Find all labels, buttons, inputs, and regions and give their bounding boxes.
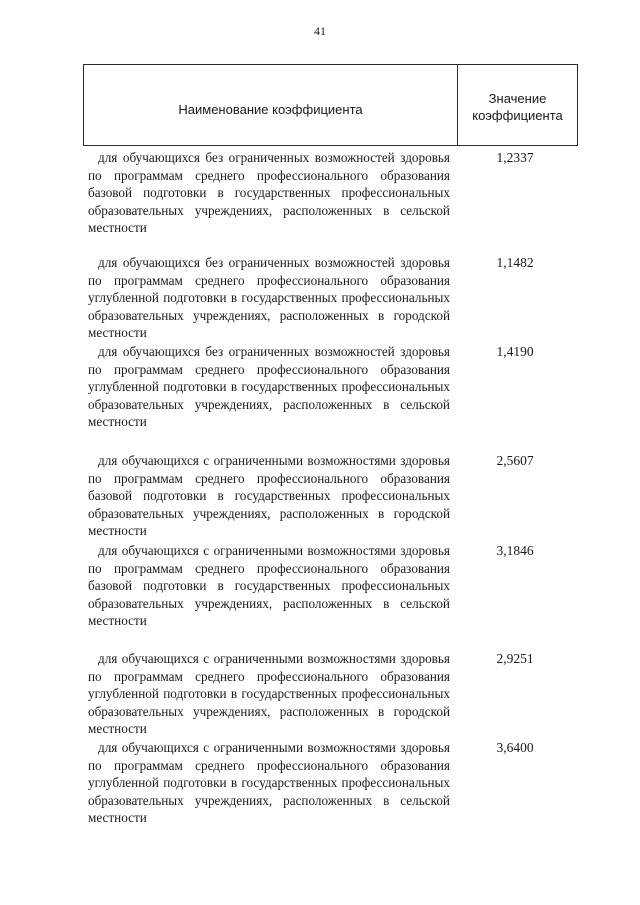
coefficient-value: 3,6400 [496, 740, 534, 755]
table-header [83, 64, 578, 146]
header-value-line2: коэффициента [472, 108, 563, 123]
page-number: 41 [314, 24, 326, 38]
coefficient-description: для обучающихся с ограниченными возможностями здоровья по программам среднего профессионального образования углубленной подготовки в государственных профессиональных образовательных учреждениях, расположенных в городской местности [88, 651, 450, 737]
coefficient-description: для обучающихся без ограниченных возможностей здоровья по программам среднего профессионального образования углубленной подготовки в государственных профессиональных образовательных учреждениях, расположенных в сельской местности [88, 344, 450, 430]
coefficient-description: для обучающихся с ограниченными возможностями здоровья по программам среднего профессионального образования углубленной подготовки в государственных профессиональных образовательных учреждениях, расположенных в сельской местности [88, 740, 450, 826]
coefficient-value: 1,2337 [496, 150, 534, 165]
header-coefficient-name: Наименование коэффициента [84, 65, 458, 145]
coefficient-value: 1,1482 [496, 255, 534, 270]
coefficient-value: 2,9251 [496, 651, 534, 666]
coefficient-value: 1,4190 [496, 344, 534, 359]
header-value-line1: Значение [488, 91, 547, 106]
coefficient-value: 3,1846 [496, 543, 534, 558]
header-coefficient-value [458, 65, 577, 145]
coefficient-description: для обучающихся с ограниченными возможностями здоровья по программам среднего профессионального образования базовой подготовки в государственных профессиональных образовательных учреждениях, расположенных в сельской местности [88, 543, 450, 629]
coefficient-value: 2,5607 [496, 453, 534, 468]
coefficient-description: для обучающихся с ограниченными возможностями здоровья по программам среднего профессионального образования базовой подготовки в государственных профессиональных образовательных учреждениях, расположенных в городской местности [88, 453, 450, 539]
coefficient-description: для обучающихся без ограниченных возможностей здоровья по программам среднего профессионального образования базовой подготовки в государственных профессиональных образовательных учреждениях, расположенных в сельской местности [88, 150, 450, 236]
coefficient-description: для обучающихся без ограниченных возможностей здоровья по программам среднего профессионального образования углубленной подготовки в государственных профессиональных образовательных учреждениях, расположенных в городской местности [88, 255, 450, 341]
